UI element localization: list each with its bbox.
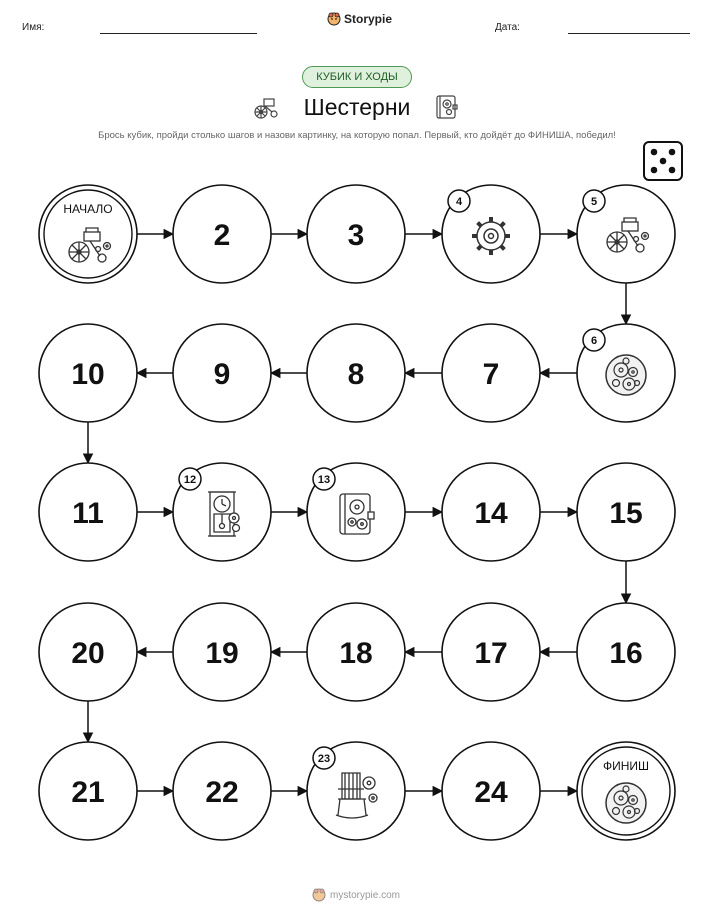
cell-number: 23 — [317, 753, 331, 765]
board-cell-11[interactable] — [39, 463, 137, 561]
board-cell-24[interactable] — [442, 742, 540, 840]
board-cell-1[interactable] — [39, 185, 137, 283]
board-cell-4[interactable] — [442, 185, 540, 283]
category-badge: КУБИК И ХОДЫ — [302, 66, 412, 88]
board-cell-22[interactable] — [173, 742, 271, 840]
cell-number: 2 — [213, 219, 231, 252]
board-cells — [39, 185, 675, 840]
cell-number: 3 — [347, 219, 365, 252]
cell-number: 9 — [213, 358, 231, 391]
cell-number: 24 — [474, 776, 508, 809]
cell-number: 6 — [590, 335, 598, 347]
date-label: Дата: — [495, 22, 520, 33]
board-cell-12[interactable] — [173, 463, 271, 561]
cell-number: 15 — [609, 497, 643, 530]
board-cell-25[interactable] — [577, 742, 675, 840]
cell-number: 22 — [205, 776, 239, 809]
board-cell-20[interactable] — [39, 603, 137, 701]
mascot-icon — [312, 888, 326, 902]
cell-number: 20 — [71, 637, 105, 670]
board-cell-7[interactable] — [442, 324, 540, 422]
board-cell-18[interactable] — [307, 603, 405, 701]
board-cell-14[interactable] — [442, 463, 540, 561]
cell-number: 21 — [71, 776, 105, 809]
board-cell-15[interactable] — [577, 463, 675, 561]
cell-number: 7 — [482, 358, 500, 391]
cell-number: 16 — [609, 637, 643, 670]
cell-number: 5 — [590, 196, 598, 208]
brand-name: Storypie — [344, 12, 393, 26]
cell-number: 12 — [183, 474, 197, 486]
clockwork-icon — [606, 783, 646, 823]
board-cell-23[interactable] — [307, 742, 405, 840]
footer-url: mystorypie.com — [330, 889, 401, 901]
cell-number: 8 — [347, 358, 365, 391]
board-cell-8[interactable] — [307, 324, 405, 422]
board-cell-2[interactable] — [173, 185, 271, 283]
page-title: Шестерни — [303, 94, 411, 120]
board-cell-21[interactable] — [39, 742, 137, 840]
footer — [312, 888, 400, 902]
cell-number: 14 — [474, 497, 508, 530]
finish-label: ФИНИШ — [602, 759, 650, 773]
cell-number: 11 — [72, 497, 104, 530]
cell-number: 10 — [71, 358, 105, 391]
board-cell-19[interactable] — [173, 603, 271, 701]
board-cell-10[interactable] — [39, 324, 137, 422]
board-cell-5[interactable] — [577, 185, 675, 283]
board-cell-9[interactable] — [173, 324, 271, 422]
board-cell-17[interactable] — [442, 603, 540, 701]
cell-number: 18 — [339, 637, 373, 670]
board-cell-13[interactable] — [307, 463, 405, 561]
clockwork-icon — [606, 355, 646, 395]
board-cell-3[interactable] — [307, 185, 405, 283]
start-label: НАЧАЛО — [63, 202, 113, 216]
cell-number: 13 — [317, 474, 331, 486]
name-label: Имя: — [22, 22, 45, 33]
board-cell-16[interactable] — [577, 603, 675, 701]
cell-number: 17 — [474, 637, 508, 670]
board-cell-6[interactable] — [577, 324, 675, 422]
instructions: Брось кубик, пройди столько шагов и назови картинку, на которую попал. Первый, кто дойдёт до ФИНИША, победил! — [98, 130, 616, 141]
cell-number: 19 — [205, 637, 239, 670]
cell-number: 4 — [455, 196, 463, 208]
